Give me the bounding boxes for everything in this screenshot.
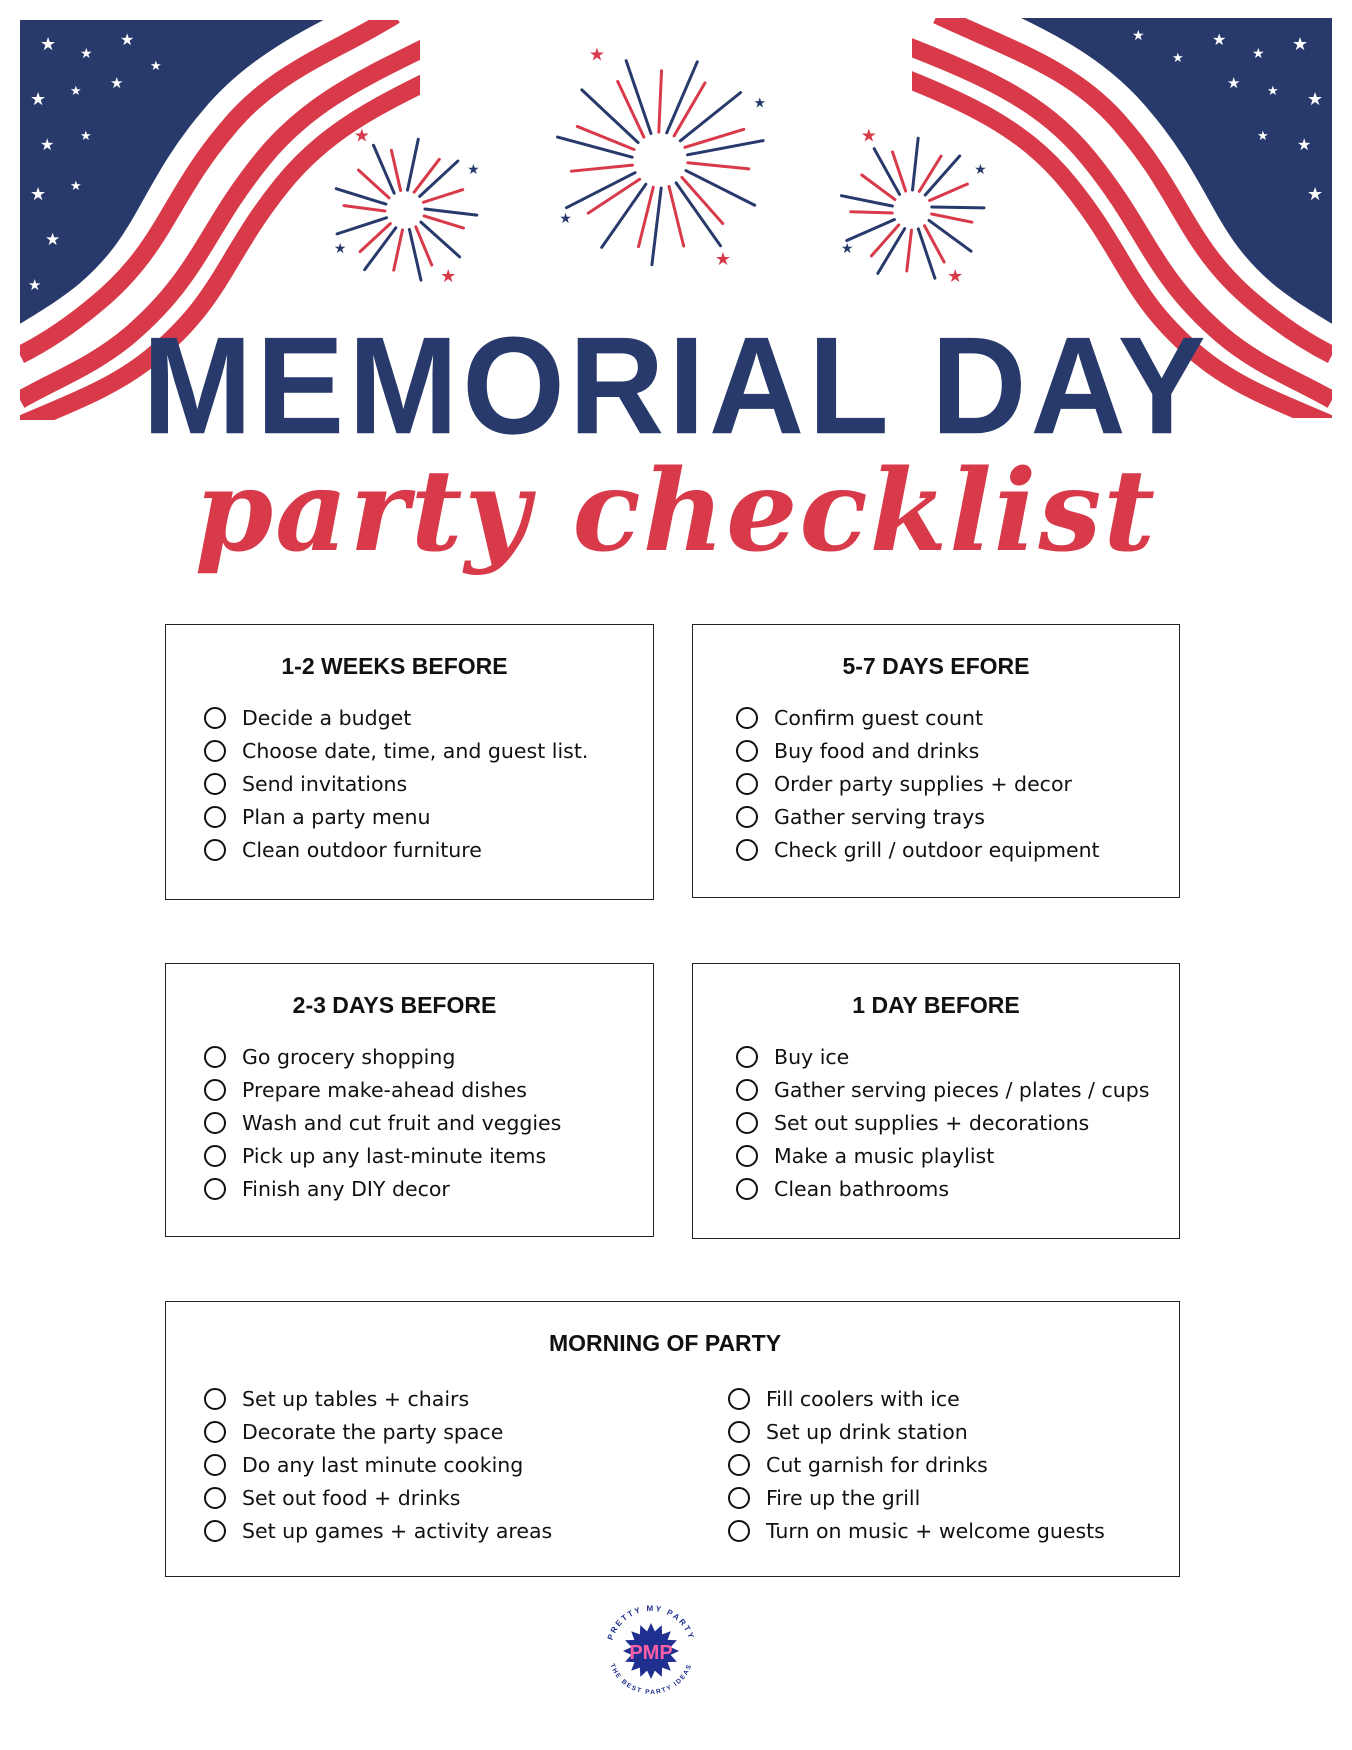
checklist-item-label: Set up drink station bbox=[766, 1419, 968, 1444]
checklist-item bbox=[204, 1481, 552, 1514]
logo-ring-top: PRETTY MY PARTY bbox=[605, 1603, 697, 1642]
firework-star-icon: ★ bbox=[333, 241, 347, 258]
svg-text:★: ★ bbox=[40, 34, 57, 55]
firework-ray bbox=[688, 163, 749, 169]
checklist-item bbox=[204, 1139, 561, 1172]
checklist-item bbox=[728, 1448, 1105, 1481]
svg-text:★: ★ bbox=[120, 30, 135, 49]
fireworks-icon bbox=[300, 40, 1020, 310]
firework-ray bbox=[930, 184, 968, 200]
checklist-item bbox=[204, 833, 588, 866]
checkbox-circle-icon[interactable] bbox=[736, 740, 758, 762]
svg-text:★: ★ bbox=[1227, 74, 1241, 92]
page-subtitle: party checklist bbox=[194, 446, 1158, 577]
firework-ray bbox=[932, 207, 984, 208]
firework-star-icon: ★ bbox=[440, 266, 457, 287]
firework-ray bbox=[871, 225, 898, 256]
checkbox-circle-icon[interactable] bbox=[728, 1520, 750, 1542]
checklist-item-label: Clean outdoor furniture bbox=[242, 837, 482, 862]
firework-ray bbox=[918, 229, 935, 278]
firework-ray bbox=[659, 71, 662, 132]
checkbox-circle-icon[interactable] bbox=[728, 1487, 750, 1509]
firework-ray bbox=[337, 218, 386, 234]
checklist-item-label: Gather serving trays bbox=[774, 804, 985, 829]
checklist-item-label: Pick up any last-minute items bbox=[242, 1143, 547, 1168]
checkbox-circle-icon[interactable] bbox=[204, 707, 226, 729]
section-heading: 2-3 DAYS BEFORE bbox=[292, 992, 497, 1018]
checklist-item bbox=[736, 1073, 1149, 1106]
checklist-item bbox=[736, 833, 1100, 866]
checkbox-circle-icon[interactable] bbox=[204, 1454, 226, 1476]
checkbox-circle-icon[interactable] bbox=[204, 1487, 226, 1509]
firework-star-icon: ★ bbox=[714, 249, 732, 270]
firework-ray bbox=[423, 190, 462, 203]
checkbox-circle-icon[interactable] bbox=[736, 1145, 758, 1167]
checklist-item-label: Set out supplies + decorations bbox=[774, 1110, 1090, 1135]
svg-text:★: ★ bbox=[28, 276, 42, 294]
checklist-item bbox=[204, 734, 588, 767]
checklist-item-label: Make a music playlist bbox=[774, 1143, 995, 1168]
section-morning-of-party bbox=[165, 1301, 1180, 1577]
checklist-item-label: Buy ice bbox=[774, 1044, 850, 1069]
svg-text:★: ★ bbox=[45, 230, 61, 250]
checklist-item bbox=[204, 1382, 552, 1415]
firework-ray bbox=[394, 230, 403, 270]
checklist-item-label: Plan a party menu bbox=[242, 804, 431, 829]
svg-text:★: ★ bbox=[1292, 34, 1309, 55]
svg-text:★: ★ bbox=[1212, 30, 1227, 49]
checkbox-circle-icon[interactable] bbox=[204, 773, 226, 795]
firework-star-icon: ★ bbox=[860, 125, 877, 147]
checklist-item bbox=[736, 1106, 1149, 1139]
svg-text:★: ★ bbox=[30, 89, 47, 110]
checklist-item-label: Check grill / outdoor equipment bbox=[774, 837, 1100, 862]
checklist-item-label: Fill coolers with ice bbox=[766, 1386, 960, 1411]
svg-text:★: ★ bbox=[1257, 129, 1269, 144]
svg-text:★: ★ bbox=[1172, 51, 1184, 66]
checklist-item-label: Cut garnish for drinks bbox=[766, 1452, 988, 1477]
checklist-item-label: Clean bathrooms bbox=[774, 1176, 950, 1201]
checklist-item bbox=[204, 1106, 561, 1139]
checklist-item-label: Set up tables + chairs bbox=[242, 1386, 470, 1411]
firework-ray bbox=[424, 216, 463, 228]
checklist-item bbox=[728, 1514, 1105, 1547]
checkbox-circle-icon[interactable] bbox=[736, 1112, 758, 1134]
checklist-item bbox=[736, 800, 1100, 833]
section-1-day-before bbox=[692, 963, 1180, 1239]
svg-text:★: ★ bbox=[1132, 28, 1145, 44]
checklist-item bbox=[736, 1139, 1149, 1172]
firework-ray bbox=[652, 188, 661, 265]
firework-ray bbox=[425, 209, 477, 215]
checklist-item bbox=[204, 767, 588, 800]
checkbox-circle-icon[interactable] bbox=[736, 773, 758, 795]
firework-ray bbox=[919, 156, 941, 191]
checklist-item-label: Set out food + drinks bbox=[242, 1485, 461, 1510]
section-1-2-weeks-before bbox=[165, 624, 654, 900]
firework-ray bbox=[416, 227, 432, 265]
checkbox-circle-icon[interactable] bbox=[204, 1079, 226, 1101]
checklist-item-label: Decorate the party space bbox=[242, 1419, 504, 1444]
firework-ray bbox=[414, 159, 439, 192]
firework-ray bbox=[639, 187, 654, 246]
firework-star-icon: ★ bbox=[753, 95, 767, 112]
logo-monogram: PMP bbox=[629, 1642, 673, 1664]
checklist-item bbox=[204, 1073, 561, 1106]
svg-text:★: ★ bbox=[1307, 184, 1324, 205]
logo-ring-bottom: THE BEST PARTY IDEAS bbox=[608, 1662, 694, 1697]
checklist-item bbox=[736, 701, 1100, 734]
page-title: MEMORIAL DAY bbox=[142, 308, 1210, 463]
firework-ray bbox=[851, 212, 892, 213]
firework-ray bbox=[841, 196, 892, 206]
checklist-item bbox=[728, 1415, 1105, 1448]
checkbox-circle-icon[interactable] bbox=[736, 1079, 758, 1101]
svg-text:★: ★ bbox=[1297, 135, 1312, 154]
section-2-3-days-before bbox=[165, 963, 654, 1237]
svg-text:★: ★ bbox=[110, 74, 124, 92]
svg-text:★: ★ bbox=[70, 179, 82, 194]
svg-text:★: ★ bbox=[80, 129, 92, 144]
checklist-item-label: Turn on music + welcome guests bbox=[766, 1518, 1105, 1543]
checkbox-circle-icon[interactable] bbox=[204, 1112, 226, 1134]
svg-text:★: ★ bbox=[1307, 89, 1324, 110]
checkbox-circle-icon[interactable] bbox=[204, 806, 226, 828]
checkbox-circle-icon[interactable] bbox=[736, 1046, 758, 1068]
section-heading: MORNING OF PARTY bbox=[548, 1330, 782, 1356]
checklist-item-label: Decide a budget bbox=[242, 705, 412, 730]
checkbox-circle-icon[interactable] bbox=[204, 1421, 226, 1443]
checklist-item-label: Go grocery shopping bbox=[242, 1044, 456, 1069]
checklist-item-label: Order party supplies + decor bbox=[774, 771, 1072, 796]
checklist-item-label: Do any last minute cooking bbox=[242, 1452, 524, 1477]
firework-ray bbox=[674, 83, 705, 136]
checklist-item bbox=[204, 1172, 561, 1205]
firework-ray bbox=[686, 171, 755, 206]
svg-text:★: ★ bbox=[30, 184, 47, 205]
checkbox-circle-icon[interactable] bbox=[736, 1178, 758, 1200]
checklist-item bbox=[204, 1448, 552, 1481]
checklist-item bbox=[736, 1040, 1149, 1073]
checkbox-circle-icon[interactable] bbox=[204, 1388, 226, 1410]
svg-text:★: ★ bbox=[70, 84, 82, 99]
firework-ray bbox=[408, 139, 419, 190]
firework-star-icon: ★ bbox=[353, 125, 370, 147]
checkbox-circle-icon[interactable] bbox=[204, 1145, 226, 1167]
checklist-item-label: Gather serving pieces / plates / cups bbox=[774, 1077, 1150, 1102]
checkbox-circle-icon[interactable] bbox=[728, 1421, 750, 1443]
checkbox-circle-icon[interactable] bbox=[204, 1520, 226, 1542]
svg-text:★: ★ bbox=[150, 59, 162, 74]
checklist-item bbox=[728, 1382, 1105, 1415]
checkbox-circle-icon[interactable] bbox=[736, 707, 758, 729]
checklist-item-label: Confirm guest count bbox=[774, 705, 984, 730]
checklist-item bbox=[736, 734, 1100, 767]
firework-star-icon: ★ bbox=[559, 211, 572, 227]
firework-ray bbox=[571, 165, 632, 171]
checklist-item-label: Prepare make-ahead dishes bbox=[242, 1077, 527, 1102]
firework-ray bbox=[344, 206, 385, 211]
checkbox-circle-icon[interactable] bbox=[204, 1046, 226, 1068]
section-heading: 1 DAY BEFORE bbox=[852, 992, 1020, 1018]
svg-text:★: ★ bbox=[40, 135, 55, 154]
checklist-item bbox=[204, 1040, 561, 1073]
checklist-item-label: Set up games + activity areas bbox=[242, 1518, 553, 1543]
checklist-item bbox=[204, 1415, 552, 1448]
firework-ray bbox=[558, 137, 633, 157]
firework-ray bbox=[336, 189, 386, 204]
firework-star-icon: ★ bbox=[588, 44, 606, 66]
checkbox-circle-icon[interactable] bbox=[204, 740, 226, 762]
firework-star-icon: ★ bbox=[840, 241, 854, 258]
firework-star-icon: ★ bbox=[947, 266, 964, 287]
svg-text:★: ★ bbox=[80, 46, 93, 62]
firework-ray bbox=[582, 90, 638, 143]
firework-ray bbox=[669, 187, 684, 247]
checkbox-circle-icon[interactable] bbox=[204, 1178, 226, 1200]
firework-star-icon: ★ bbox=[467, 162, 480, 178]
checklist-item bbox=[204, 1514, 552, 1547]
svg-text:★: ★ bbox=[1252, 46, 1265, 62]
checkbox-circle-icon[interactable] bbox=[736, 839, 758, 861]
pretty-my-party-logo bbox=[596, 1596, 706, 1706]
checkbox-circle-icon[interactable] bbox=[728, 1454, 750, 1476]
firework-ray bbox=[360, 224, 390, 252]
section-heading: 1-2 WEEKS BEFORE bbox=[281, 653, 508, 679]
checklist-item bbox=[204, 701, 588, 734]
section-5-7-days-before bbox=[692, 624, 1180, 898]
checklist-item-label: Send invitations bbox=[242, 771, 408, 796]
firework-ray bbox=[391, 150, 400, 190]
checkbox-circle-icon[interactable] bbox=[728, 1388, 750, 1410]
checklist-item-label: Buy food and drinks bbox=[774, 738, 980, 763]
checklist-item-label: Finish any DIY decor bbox=[242, 1176, 450, 1201]
firework-ray bbox=[907, 230, 912, 271]
checklist-item-label: Choose date, time, and guest list. bbox=[242, 738, 589, 763]
svg-text:★: ★ bbox=[1267, 84, 1279, 99]
firework-ray bbox=[913, 138, 919, 190]
checklist-item bbox=[736, 1172, 1149, 1205]
firework-star-icon: ★ bbox=[974, 162, 987, 178]
checklist-item bbox=[736, 767, 1100, 800]
checkbox-circle-icon[interactable] bbox=[204, 839, 226, 861]
section-heading: 5-7 DAYS EFORE bbox=[842, 653, 1030, 679]
checklist-item-label: Wash and cut fruit and veggies bbox=[242, 1110, 562, 1135]
checkbox-circle-icon[interactable] bbox=[736, 806, 758, 828]
checklist-item bbox=[204, 800, 588, 833]
checklist-item-label: Fire up the grill bbox=[766, 1485, 921, 1510]
firework-ray bbox=[932, 214, 972, 222]
checklist-item bbox=[728, 1481, 1105, 1514]
